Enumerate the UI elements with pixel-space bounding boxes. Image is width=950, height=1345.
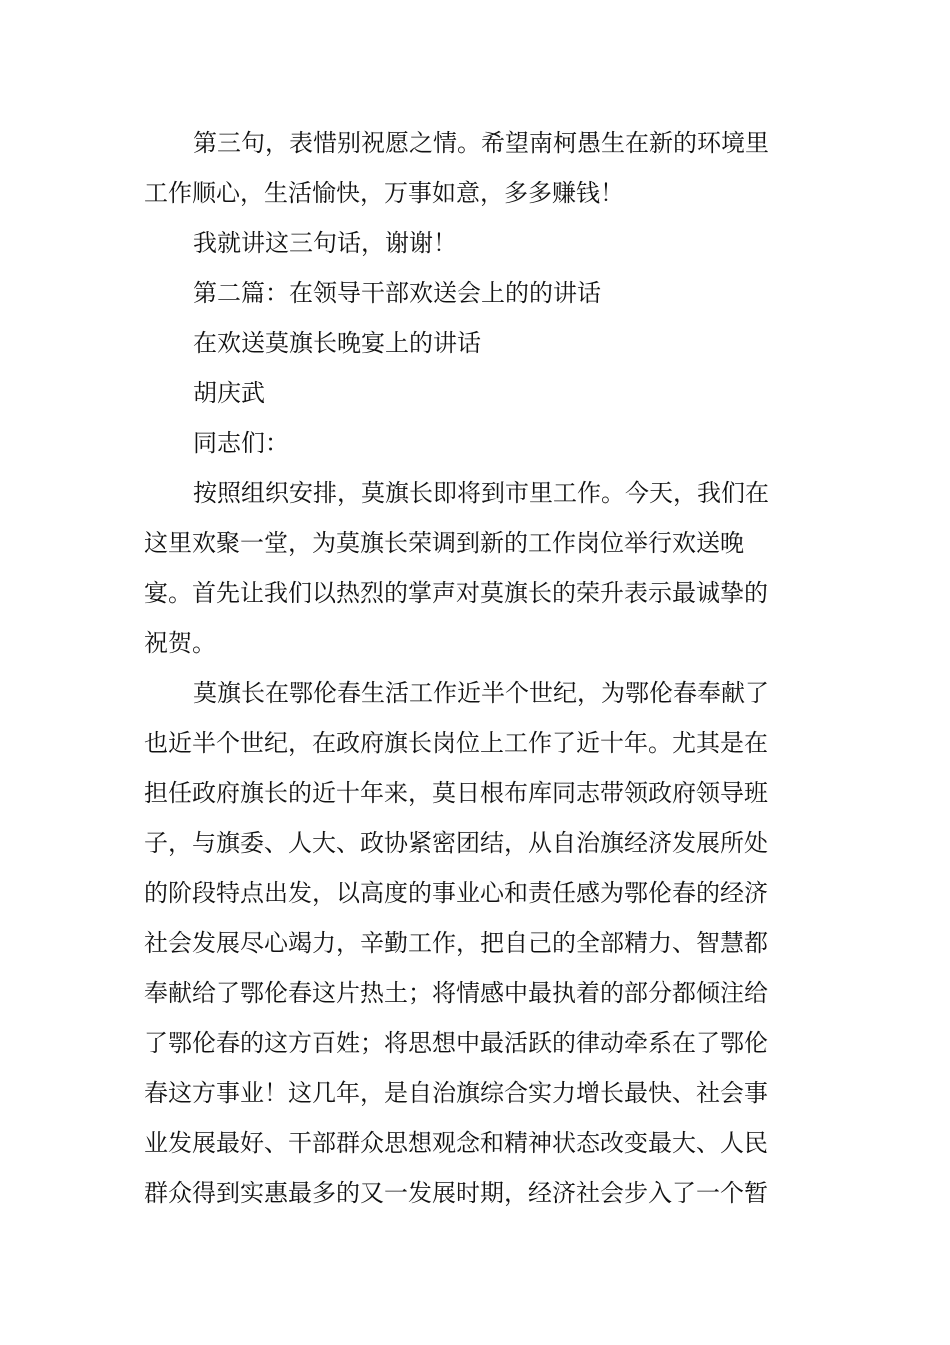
- speech-author: [144, 368, 744, 418]
- text-line: 担任政府旗长的近十年来，莫日根布库同志带领政府领导班: [144, 779, 768, 807]
- text-line: 莫旗长在鄂伦春生活工作近半个世纪，为鄂伦春奉献了: [193, 679, 769, 707]
- text-line: 第二篇：在领导干部欢送会上的的讲话: [193, 279, 601, 307]
- text-line: 第三句，表惜别祝愿之情。希望南柯愚生在新的环境里: [193, 129, 769, 157]
- text-line: 按照组织安排，莫旗长即将到市里工作。今天，我们在: [193, 479, 769, 507]
- text-line: 宴。首先让我们以热烈的掌声对莫旗长的荣升表示最诚挚的: [144, 579, 768, 607]
- text-line: 祝贺。: [144, 629, 216, 657]
- text-line: 了鄂伦春的这方百姓；将思想中最活跃的律动牵系在了鄂伦: [144, 1029, 768, 1057]
- salutation: [144, 418, 744, 468]
- text-line: 我就讲这三句话，谢谢！: [193, 229, 457, 257]
- text-line: 同志们：: [193, 429, 289, 457]
- paragraph-third-sentence: [144, 118, 769, 218]
- text-line: 这里欢聚一堂，为莫旗长荣调到新的工作岗位举行欢送晚: [144, 529, 744, 557]
- text-line: 子，与旗委、人大、政协紧密团结，从自治旗经济发展所处: [144, 829, 768, 857]
- text-line: 业发展最好、干部群众思想观念和精神状态改变最大、人民: [144, 1129, 768, 1157]
- text-line: 社会发展尽心竭力，辛勤工作，把自己的全部精力、智慧都: [144, 929, 768, 957]
- paragraph-achievements: [144, 668, 769, 1218]
- section-heading: [144, 268, 744, 318]
- text-line: 群众得到实惠最多的又一发展时期，经济社会步入了一个暂: [144, 1179, 768, 1207]
- paragraph-arrangement: [144, 468, 769, 668]
- text-line: 胡庆武: [193, 379, 265, 407]
- text-line: 也近半个世纪，在政府旗长岗位上工作了近十年。尤其是在: [144, 729, 768, 757]
- document-body: [144, 118, 769, 1218]
- text-line: 春这方事业！这几年，是自治旗综合实力增长最快、社会事: [144, 1079, 768, 1107]
- text-line: 工作顺心，生活愉快，万事如意，多多赚钱！: [144, 179, 624, 207]
- paragraph-closing-thanks: [144, 218, 744, 268]
- text-line: 奉献给了鄂伦春这片热土；将情感中最执着的部分都倾注给: [144, 979, 768, 1007]
- text-line: 的阶段特点出发，以高度的事业心和责任感为鄂伦春的经济: [144, 879, 768, 907]
- text-line: 在欢送莫旗长晚宴上的讲话: [193, 329, 481, 357]
- speech-title: [144, 318, 744, 368]
